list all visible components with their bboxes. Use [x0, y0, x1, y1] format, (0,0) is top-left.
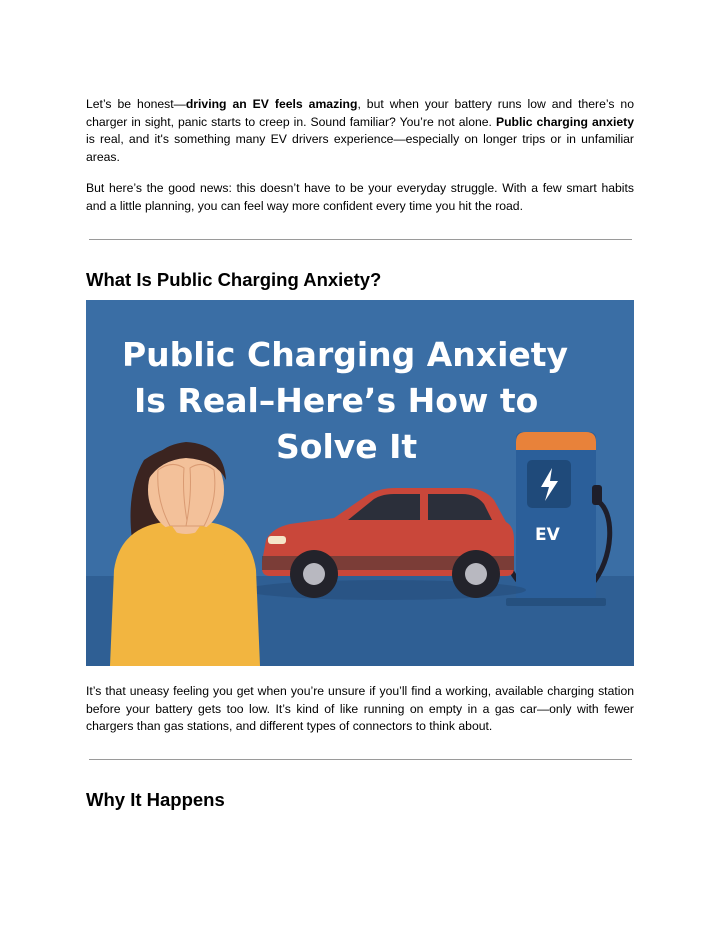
intro-p1-text-1: Let’s be honest— [86, 97, 186, 111]
charger-body [516, 432, 596, 602]
car-front-hub [303, 563, 325, 585]
section-heading-what-is: What Is Public Charging Anxiety? [86, 269, 382, 290]
hero-illustration [86, 300, 634, 666]
car-rear-hub [465, 563, 487, 585]
car-headlight [268, 536, 286, 544]
intro-p1-text-2: , but when your battery runs low and there’s no charger in sight, panic starts to creep in. Sound familiar? You’re not alone. [86, 97, 634, 129]
intro-p1-bold-2: Public charging anxiety [495, 114, 635, 129]
charger-nozzle [592, 485, 602, 505]
hero-title-line-2: Is Real–Here’s How to [134, 381, 539, 420]
section-divider-1 [89, 239, 632, 240]
section-divider-2 [89, 759, 632, 760]
charger-top [516, 432, 596, 450]
hero-title-line-1: Public Charging Anxiety [122, 335, 569, 374]
charger-ev-label: EV [535, 525, 560, 545]
hero-image [86, 300, 634, 666]
intro-p1-text-3: is real, and it's something many EV drivers experience—especially on longer trips or in unfamiliar areas. [86, 132, 634, 164]
intro-p1-bold-1: driving an EV feels amazing [185, 97, 358, 111]
section-heading-why: Why It Happens [86, 789, 225, 810]
intro-paragraph-2: But here’s the good news: this doesn’t have to be your everyday struggle. With a few smart habits and a little planning, you can feel way more confident every time you hit the road. [86, 181, 634, 213]
ev-charger [506, 432, 606, 606]
section1-body-paragraph: It’s that uneasy feeling you get when you’re unsure if you’ll find a working, available charging station before your battery gets too low. It’s kind of like running on empty in a gas car—only with fewer chargers than gas stations, and different types of connectors to think about. [86, 684, 634, 733]
charger-base [506, 598, 606, 606]
hero-title-line-3: Solve It [276, 427, 418, 466]
intro-paragraph-1 [86, 96, 634, 166]
woman-shirt [110, 522, 260, 666]
